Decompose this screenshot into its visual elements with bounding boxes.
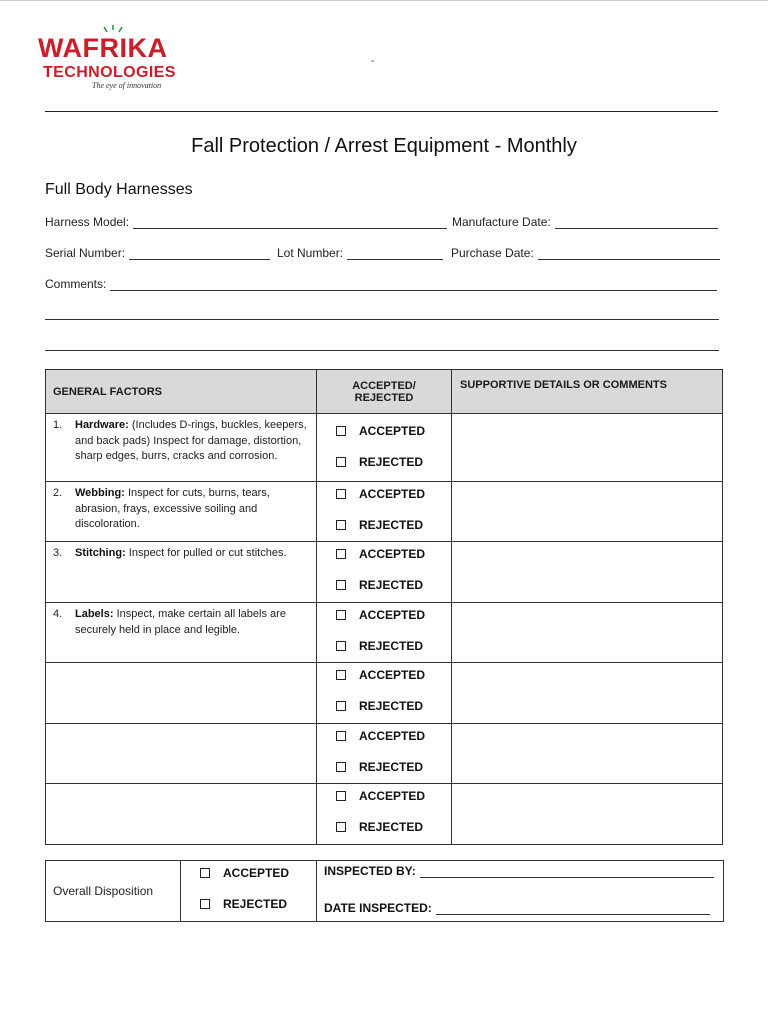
header-status-line1: ACCEPTED/ — [352, 379, 416, 392]
factor-name: Webbing: — [75, 487, 125, 499]
table-row — [46, 482, 723, 542]
table-row — [46, 603, 723, 663]
accepted-label: ACCEPTED — [359, 668, 426, 682]
status-cell — [317, 414, 452, 482]
inspected-by-blank[interactable] — [420, 865, 714, 878]
accepted-option[interactable] — [336, 668, 425, 682]
accepted-checkbox[interactable] — [336, 489, 346, 499]
inspection-signoff-cell — [317, 861, 724, 922]
factor-cell[interactable] — [46, 784, 317, 845]
factor-cell[interactable] — [46, 724, 317, 784]
rejected-option[interactable] — [336, 518, 423, 532]
serial-number-field[interactable] — [45, 244, 270, 260]
inspected-by-field[interactable] — [324, 864, 714, 878]
factor-desc: (Includes D-rings, buckles, keepers, and back pads) Inspect for damage, distortion, sharp edges, burrs, cracks and corrosion. — [75, 419, 307, 462]
lot-number-blank[interactable] — [347, 247, 443, 260]
factor-desc: Inspect for pulled or cut stitches. — [125, 547, 287, 559]
accepted-label: ACCEPTED — [359, 729, 426, 743]
header-supportive-comments: SUPPORTIVE DETAILS OR COMMENTS — [452, 370, 723, 414]
accepted-option[interactable] — [336, 608, 425, 622]
overall-disposition-label: Overall Disposition — [46, 861, 181, 922]
rejected-checkbox[interactable] — [336, 762, 346, 772]
logo-subtitle: TECHNOLOGIES — [43, 64, 176, 81]
table-header-row — [46, 370, 723, 414]
rejected-label: REJECTED — [359, 820, 424, 834]
harness-model-label: Harness Model: — [45, 215, 130, 229]
status-cell — [317, 784, 452, 845]
accepted-label: ACCEPTED — [359, 487, 426, 501]
comment-cell[interactable] — [452, 603, 723, 663]
rejected-option[interactable] — [336, 820, 423, 834]
factor-text — [46, 603, 316, 638]
rejected-checkbox[interactable] — [336, 641, 346, 651]
logo-tagline: The eye of innovation — [92, 81, 162, 90]
factor-text — [46, 482, 316, 533]
disposition-accepted-checkbox[interactable] — [200, 868, 210, 878]
section-title: Full Body Harnesses — [45, 181, 193, 198]
factor-text — [46, 414, 316, 465]
rejected-label: REJECTED — [359, 578, 424, 592]
inspection-table — [45, 369, 723, 845]
comments-label: Comments: — [45, 277, 107, 291]
accepted-checkbox[interactable] — [336, 610, 346, 620]
lot-number-field[interactable] — [277, 244, 443, 260]
accepted-label: ACCEPTED — [359, 424, 426, 438]
document-title: Fall Protection / Arrest Equipment - Monthly — [191, 135, 577, 157]
header-status-line2: REJECTED — [354, 391, 414, 404]
purchase-date-field[interactable] — [451, 244, 720, 260]
rejected-checkbox[interactable] — [336, 520, 346, 530]
factor-number: 1. — [53, 419, 63, 431]
accepted-checkbox[interactable] — [336, 731, 346, 741]
disposition-row — [46, 861, 724, 922]
rejected-checkbox[interactable] — [336, 580, 346, 590]
factor-cell — [46, 414, 317, 482]
accepted-checkbox[interactable] — [336, 791, 346, 801]
rejected-option[interactable] — [336, 699, 423, 713]
rejected-option[interactable] — [336, 455, 423, 469]
purchase-date-blank[interactable] — [538, 247, 720, 260]
table-row — [46, 663, 723, 724]
factor-cell — [46, 482, 317, 542]
manufacture-date-label: Manufacture Date: — [452, 215, 551, 229]
date-inspected-blank[interactable] — [436, 902, 710, 915]
comments-field[interactable] — [45, 275, 717, 291]
date-inspected-label: DATE INSPECTED: — [324, 901, 432, 915]
page-top-border — [0, 0, 768, 1]
comment-cell[interactable] — [452, 542, 723, 603]
disposition-rejected-checkbox[interactable] — [200, 899, 210, 909]
factor-cell — [46, 603, 317, 663]
accepted-option[interactable] — [336, 729, 425, 743]
header-divider — [45, 111, 718, 112]
status-cell — [317, 663, 452, 724]
factor-cell — [46, 542, 317, 603]
accepted-option[interactable] — [336, 547, 425, 561]
comment-cell[interactable] — [452, 482, 723, 542]
status-cell — [317, 724, 452, 784]
header-accepted-rejected — [317, 370, 452, 414]
accepted-checkbox[interactable] — [336, 549, 346, 559]
accepted-option[interactable] — [336, 789, 425, 803]
accepted-checkbox[interactable] — [336, 426, 346, 436]
accepted-label: ACCEPTED — [359, 789, 426, 803]
status-cell — [317, 603, 452, 663]
table-row — [46, 414, 723, 482]
factor-text — [46, 542, 316, 562]
inspected-by-label: INSPECTED BY: — [324, 864, 416, 878]
disposition-rejected-label: REJECTED — [223, 897, 288, 911]
status-cell — [317, 542, 452, 603]
logo-brand: WAFRIKA — [38, 33, 168, 63]
disposition-accepted-label: ACCEPTED — [223, 866, 290, 880]
rejected-checkbox[interactable] — [336, 701, 346, 711]
manufacture-date-field[interactable] — [452, 213, 718, 229]
comments-line-3[interactable] — [45, 350, 719, 351]
table-row — [46, 724, 723, 784]
comments-line-2[interactable] — [45, 319, 719, 320]
rejected-option[interactable] — [336, 760, 423, 774]
factor-cell[interactable] — [46, 663, 317, 724]
disposition-rejected-option[interactable] — [200, 897, 287, 911]
lot-number-label: Lot Number: — [277, 246, 344, 260]
header-mark: - — [371, 56, 375, 67]
harness-model-blank[interactable] — [133, 216, 447, 229]
accepted-option[interactable] — [336, 487, 425, 501]
rejected-label: REJECTED — [359, 760, 424, 774]
factor-number: 4. — [53, 608, 63, 620]
rejected-checkbox[interactable] — [336, 457, 346, 467]
comment-cell[interactable] — [452, 663, 723, 724]
rejected-label: REJECTED — [359, 639, 424, 653]
company-logo — [38, 24, 218, 94]
disposition-table — [45, 860, 724, 922]
accepted-checkbox[interactable] — [336, 670, 346, 680]
disposition-accepted-option[interactable] — [200, 866, 289, 880]
table-row — [46, 784, 723, 845]
disposition-status-cell — [181, 861, 317, 922]
rejected-label: REJECTED — [359, 455, 424, 469]
factor-name: Labels: — [75, 608, 114, 620]
comment-cell[interactable] — [452, 784, 723, 845]
factor-name: Hardware: — [75, 419, 129, 431]
factor-desc: Inspect, make certain all labels are securely held in place and legible. — [75, 608, 286, 636]
rejected-label: REJECTED — [359, 699, 424, 713]
date-inspected-field[interactable] — [324, 901, 710, 915]
rejected-option[interactable] — [336, 578, 423, 592]
comment-cell[interactable] — [452, 724, 723, 784]
accepted-label: ACCEPTED — [359, 547, 426, 561]
rejected-checkbox[interactable] — [336, 822, 346, 832]
accepted-label: ACCEPTED — [359, 608, 426, 622]
factor-number: 2. — [53, 487, 63, 499]
factor-desc: Inspect for cuts, burns, tears, abrasion, frays, excessive soiling and discoloration. — [75, 487, 270, 530]
rejected-option[interactable] — [336, 639, 423, 653]
rejected-label: REJECTED — [359, 518, 424, 532]
manufacture-date-blank[interactable] — [555, 216, 718, 229]
purchase-date-label: Purchase Date: — [451, 246, 534, 260]
factor-number: 3. — [53, 547, 63, 559]
header-general-factors: GENERAL FACTORS — [46, 370, 317, 414]
table-row — [46, 542, 723, 603]
serial-number-label: Serial Number: — [45, 246, 126, 260]
comments-blank[interactable] — [110, 278, 717, 291]
factor-name: Stitching: — [75, 547, 126, 559]
serial-number-blank[interactable] — [129, 247, 270, 260]
status-cell — [317, 482, 452, 542]
accepted-option[interactable] — [336, 424, 425, 438]
harness-model-field[interactable] — [45, 213, 447, 229]
comment-cell[interactable] — [452, 414, 723, 482]
